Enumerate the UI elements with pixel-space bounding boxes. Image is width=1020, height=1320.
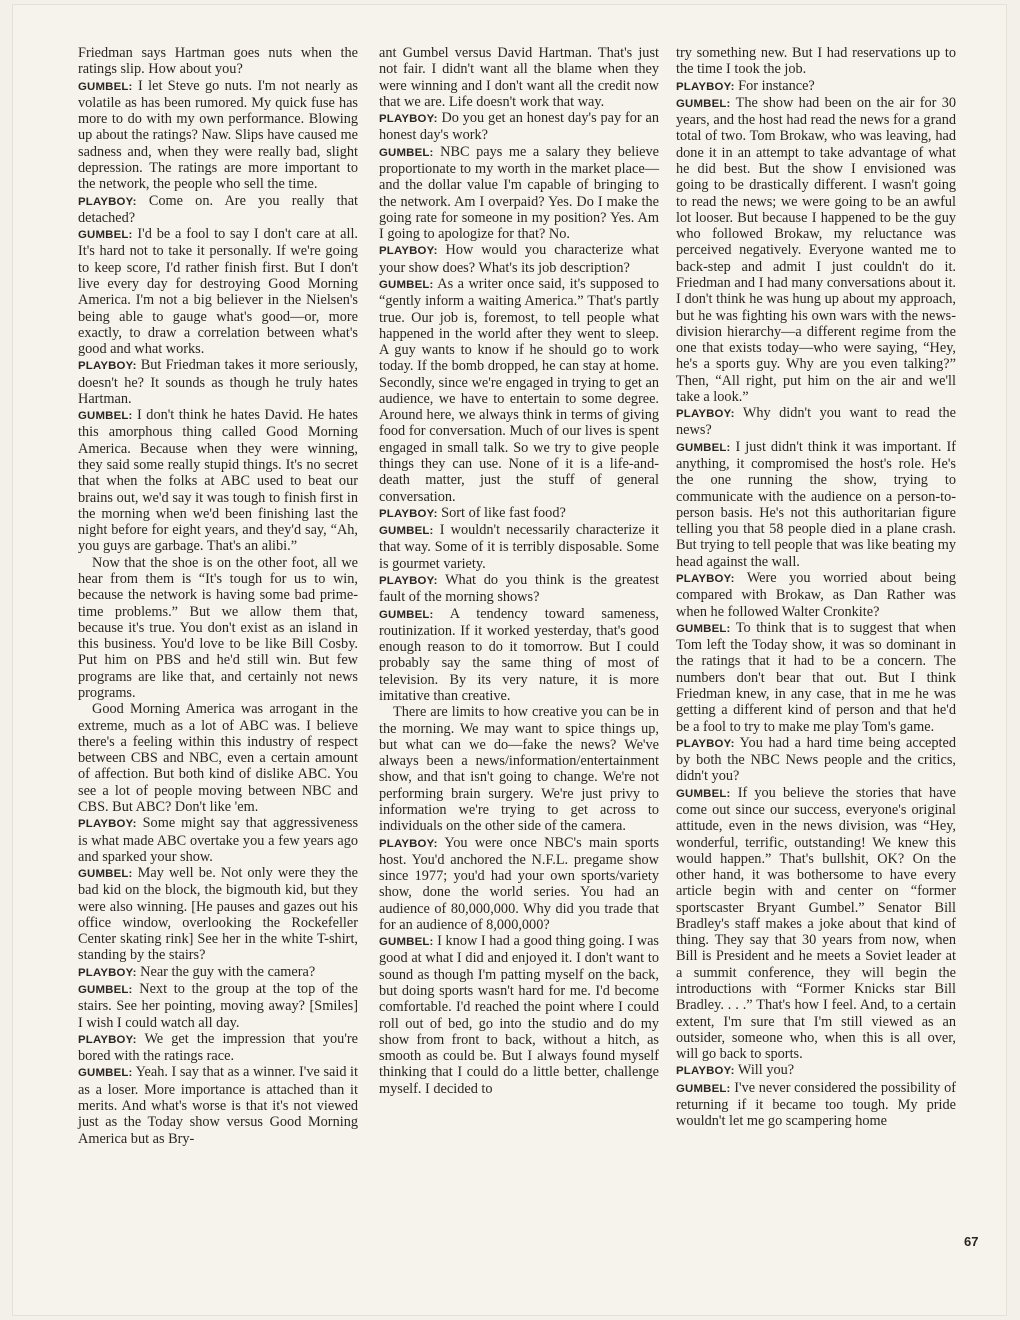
speaker-label: GUMBEL: xyxy=(379,146,434,159)
paragraph xyxy=(379,572,659,606)
paragraph xyxy=(379,606,659,705)
speaker-label: GUMBEL: xyxy=(78,868,133,881)
paragraph-text: How would you characterize what your show does? What's its job description? xyxy=(379,242,659,276)
speaker-label: GUMBEL: xyxy=(676,622,731,635)
speaker-label: GUMBEL: xyxy=(676,97,731,110)
paragraph xyxy=(78,78,358,193)
speaker-label: PLAYBOY: xyxy=(78,195,137,208)
paragraph-text: ant Gumbel versus David Hartman. That's just not fair. I didn't want all the blame when they were winning and I don't want all the credit now that we are. Life doesn't work that way. xyxy=(379,45,659,110)
column-2 xyxy=(379,45,659,1097)
paragraph xyxy=(78,964,358,981)
paragraph xyxy=(78,1031,358,1065)
paragraph-text: Why didn't you want to read the news? xyxy=(676,405,956,439)
speaker-label: GUMBEL: xyxy=(78,410,133,423)
paragraph-text: You were once NBC's main sports host. You'd anchored the N.F.L. pregame show since 1977; you'd had your own sports/variety show, done the world series. You had an audience of 80,000,000. Why did you trade that for an audience of 8,000,000? xyxy=(379,834,660,933)
speaker-label: PLAYBOY: xyxy=(676,737,735,750)
paragraph xyxy=(379,242,659,276)
paragraph xyxy=(78,407,358,555)
speaker-label: GUMBEL: xyxy=(379,936,434,949)
paragraph-text: Yeah. I say that as a winner. I've said it as a loser. More importance is attached than it merits. And what's worse is that it's not viewed just as the Today show versus Good Morning America but as Bry- xyxy=(78,1064,359,1147)
paragraph xyxy=(676,1062,956,1079)
paragraph xyxy=(78,981,358,1031)
speaker-label: PLAYBOY: xyxy=(379,507,438,520)
paragraph-text: Do you get an honest day's pay for an honest day's work? xyxy=(379,110,660,144)
paragraph-text: You had a hard time being accepted by both the NBC News people and the critics, didn't you? xyxy=(676,734,957,785)
speaker-label: GUMBEL: xyxy=(379,608,434,621)
paragraph-text: Now that the shoe is on the other foot, all we hear from them is “It's tough for us to win, because the network is having some bad prime-time problems.” But we allow them that, because it's true. You don't exist as an island in this business. You'd love to be like Bill Cosby. Put him on PBS and he'd still win. But few programs are like that, and certainly not news programs. xyxy=(78,554,358,701)
paragraph xyxy=(676,570,956,620)
paragraph-text: If you believe the stories that have come out since our success, everyone's original attitude, even in the news division, was “Hey, wonderful, terrific, outstanding! We knew this would happen.” That's bullshit, OK? On the other hand, it was bothersome to have every article begin with and center on “former sportscaster Bryant Gumbel.” Senator Bill Bradley's staff makes a joke about that kind of thing. They say that 30 years from now, when Bill is President and he meets a Soviet leader at a summit conference, they will begin the introductions with “Former Knicks star Bill Bradley. . . .” That's how I feel. And, to a certain extent, I'm sure that I'm still viewed as an outsider, someone who, when this is all over, will go back to sports. xyxy=(676,784,956,1063)
paragraph xyxy=(676,95,956,405)
paragraph xyxy=(379,522,659,572)
speaker-label: PLAYBOY: xyxy=(676,573,735,585)
paragraph xyxy=(379,933,659,1097)
paragraph-text: I let Steve go nuts. I'm not nearly as volatile as has been rumored. My quick fuse has more to do with my own performance. Blowing up about the ratings? Naw. Slips have caused me sadness and, when they were really bad, slight depression. The ratings are more important to the network, the people who sell the time. xyxy=(78,77,358,193)
speaker-label: PLAYBOY: xyxy=(676,408,735,421)
magazine-page xyxy=(12,4,1007,1316)
speaker-label: GUMBEL: xyxy=(676,787,731,800)
paragraph xyxy=(676,1080,956,1130)
paragraph-text: NBC pays me a salary they believe proportionate to my worth in the market place—and the dollar value I'm capable of bringing to the network. Am I overpaid? Yes. Do I make the going rate for someone in my position? Yes. Am I going to apologize for that? No. xyxy=(379,143,660,243)
paragraph-text: What do you think is the greatest fault of the morning shows? xyxy=(379,572,659,606)
paragraph-text: I've never considered the possibility of returning if it became too tough. My pride wouldn't let me go scampering home xyxy=(676,1079,957,1130)
paragraph-text: Friedman says Hartman goes nuts when the ratings slip. How about you? xyxy=(78,45,358,78)
paragraph-text: I know I had a good thing going. I was good at what I did and enjoyed it. I don't want to sound as though I'm patting myself on the back, but doing sports wasn't hard for me. I'd become comfortable. I'd reached the point where I could roll out of bed, go into the studio and do my show from front to back, without a hitch, as smooth as could be. But I always found myself thinking that I could do a little better, challenge myself. I decided to xyxy=(379,933,659,1097)
paragraph xyxy=(78,815,358,865)
column-3 xyxy=(676,45,956,1130)
paragraph xyxy=(379,276,659,505)
paragraph xyxy=(78,226,358,357)
paragraph xyxy=(78,865,358,964)
speaker-label: PLAYBOY: xyxy=(676,80,735,93)
speaker-label: PLAYBOY: xyxy=(379,245,438,258)
page-number: 67 xyxy=(964,1234,979,1249)
paragraph-text: But Friedman takes it more seriously, doesn't he? It sounds as though he truly hates Hartman. xyxy=(78,357,358,407)
paragraph-text: Some might say that aggressiveness is what made ABC overtake you a few years ago and sparked your show. xyxy=(78,815,359,865)
paragraph-text: A tendency toward sameness, routinization. If it worked yesterday, that's good enough reason to do it tomorrow. But I could probably say the same thing of most of television. By its very nature, it is more imitative than creative. xyxy=(379,605,659,704)
paragraph-text: Next to the group at the top of the stairs. See her pointing, moving away? [Smiles] I wish I could watch all day. xyxy=(78,981,358,1031)
speaker-label: GUMBEL: xyxy=(78,984,133,997)
paragraph-text: Will you? xyxy=(737,1062,795,1079)
speaker-label: GUMBEL: xyxy=(78,229,133,242)
paragraph xyxy=(379,45,659,110)
paragraph-text: There are limits to how creative you can be in the morning. We may want to spice things up, but what can we do—fake the news? We've always been a news/information/entertainment show, and that isn't going to change. We're not performing brain surgery. We're just privy to information we're trying to get across to individuals on the other side of the camera. xyxy=(379,704,659,835)
paragraph xyxy=(78,1064,358,1146)
paragraph-text: Sort of like fast food? xyxy=(441,504,566,521)
paragraph-text: I just didn't think it was important. If anything, it compromised the host's role. He's the one running the show, trying to communicate with the audience on a person-to-person basis. He's not this authoritarian figure telling you that 58 people died in a plane crash. But trying to tell people that was like beating my head against the wall. xyxy=(676,438,957,570)
speaker-label: GUMBEL: xyxy=(78,1067,133,1080)
paragraph xyxy=(379,144,659,243)
paragraph xyxy=(676,78,956,95)
paragraph xyxy=(78,45,358,78)
paragraph xyxy=(676,45,956,78)
paragraph xyxy=(379,704,659,834)
speaker-label: GUMBEL: xyxy=(676,441,731,454)
speaker-label: GUMBEL: xyxy=(379,525,434,538)
paragraph-text: We get the impression that you're bored with the ratings race. xyxy=(78,1030,358,1065)
speaker-label: PLAYBOY: xyxy=(78,818,137,831)
speaker-label: PLAYBOY: xyxy=(379,837,438,850)
paragraph-text: I wouldn't necessarily characterize it that way. Some of it is terribly disposable. Some is gourmet variety. xyxy=(379,522,659,572)
paragraph-text: Were you worried about being compared with Brokaw, as Dan Rather was when he followed Walter Cronkite? xyxy=(676,570,956,620)
paragraph-text: Near the guy with the camera? xyxy=(140,963,316,980)
speaker-label: PLAYBOY: xyxy=(379,113,438,126)
paragraph-text: May well be. Not only were they the bad kid on the block, the bigmouth kid, but they were also winning. [He pauses and gazes out his office window, overlooking the Rockefeller Center skating rink] See her in the white T-shirt, standing by the stairs? xyxy=(78,865,358,964)
paragraph xyxy=(78,357,358,407)
paragraph-text: I don't think he hates David. He hates this amorphous thing called Good Morning America. Because when they were winning, they said some really stupid things. It's no secret that when the folks at ABC used to beat our brains out, we'd say it was tough to finish first in the morning when we'd been finishing last the night before for eight years, and they'd say, “Ah, you guys are garbage. That's an alibi.” xyxy=(78,407,358,555)
paragraph-text: For instance? xyxy=(738,77,815,94)
paragraph xyxy=(676,620,956,735)
paragraph xyxy=(379,835,659,934)
paragraph xyxy=(676,735,956,785)
column-1 xyxy=(78,45,358,1147)
paragraph xyxy=(676,439,956,570)
paragraph xyxy=(78,555,358,702)
paragraph xyxy=(78,701,358,815)
speaker-label: GUMBEL: xyxy=(379,278,434,291)
paragraph-text: The show had been on the air for 30 years, and the host had read the news for a grand total of two. Tom Brokaw, who was leaving, had done it in an attempt to take advantage of what he did best. But the show I envisioned was going to be drastically different. I wasn't going to read the news; we were going to be an awful lot looser. But because I happened to be the guy who followed Brokaw, my reluctance was perceived negatively. Everyone wanted me to back-step and admit I just couldn't do it. Friedman and I had many conversations about it. I don't think he was hung up about my approach, but he was fighting his own wars with the news-division hierarchy—a different regime from the one that exists today—who were saying, “Hey, he's a sports guy. Why are you even talking?” Then, “All right, put him on the air and we'll take a look.” xyxy=(676,94,956,405)
paragraph-text: Come on. Are you really that detached? xyxy=(78,192,359,226)
paragraph-text: To think that is to suggest that when Tom left the Today show, it was so dominant in the ratings that it had to be a concern. The numbers don't bear that out. But I think Friedman knew, in any case, that in me he was getting a different kind of person and that he'd be a fool to try to make me play Tom's game. xyxy=(676,619,956,735)
speaker-label: PLAYBOY: xyxy=(78,1033,137,1046)
paragraph xyxy=(379,110,659,144)
paragraph xyxy=(78,193,358,227)
paragraph-text: I'd be a fool to say I don't care at all. It's hard not to take it personally. If we're going to keep score, I'd rather finish first. But I don't live every day for destroying Good Morning America. I'm not a big believer in the Nielsen's being able to gauge what's good—or, more exactly, to draw a correlation between what's good and what works. xyxy=(78,226,359,358)
speaker-label: GUMBEL: xyxy=(676,1082,731,1095)
speaker-label: PLAYBOY: xyxy=(379,575,438,587)
speaker-label: PLAYBOY: xyxy=(676,1065,735,1078)
speaker-label: PLAYBOY: xyxy=(78,966,137,979)
paragraph-text: As a writer once said, it's supposed to “gently inform a waiting America.” That's partly true. Our job is, foremost, to tell people what happened in the world after they went to sleep. A guy wants to know if he should go to work today. If the bomb dropped, he can stay at home. Secondly, since we're engaged in trying to get an audience, we have to entertain to some degree. Around here, we always think in terms of giving food for conversation. Much of our lives is spent engaged in small talk. So we try to give people things they can use. None of it is a life-and-death matter, just the stuff of general conversation. xyxy=(379,275,659,505)
paragraph xyxy=(676,405,956,439)
paragraph-text: Good Morning America was arrogant in the extreme, much as a lot of ABC was. I believe there's a feeling within this industry of respect between CBS and NBC, even a certain amount of affection. But both kind of dislike ABC. You see a lot of people moving between NBC and CBS. But ABC? Don't like 'em. xyxy=(78,701,358,815)
paragraph-text: try something new. But I had reservations up to the time I took the job. xyxy=(676,45,956,78)
speaker-label: GUMBEL: xyxy=(78,80,133,93)
paragraph xyxy=(676,785,956,1063)
speaker-label: PLAYBOY: xyxy=(78,360,137,373)
paragraph xyxy=(379,505,659,522)
